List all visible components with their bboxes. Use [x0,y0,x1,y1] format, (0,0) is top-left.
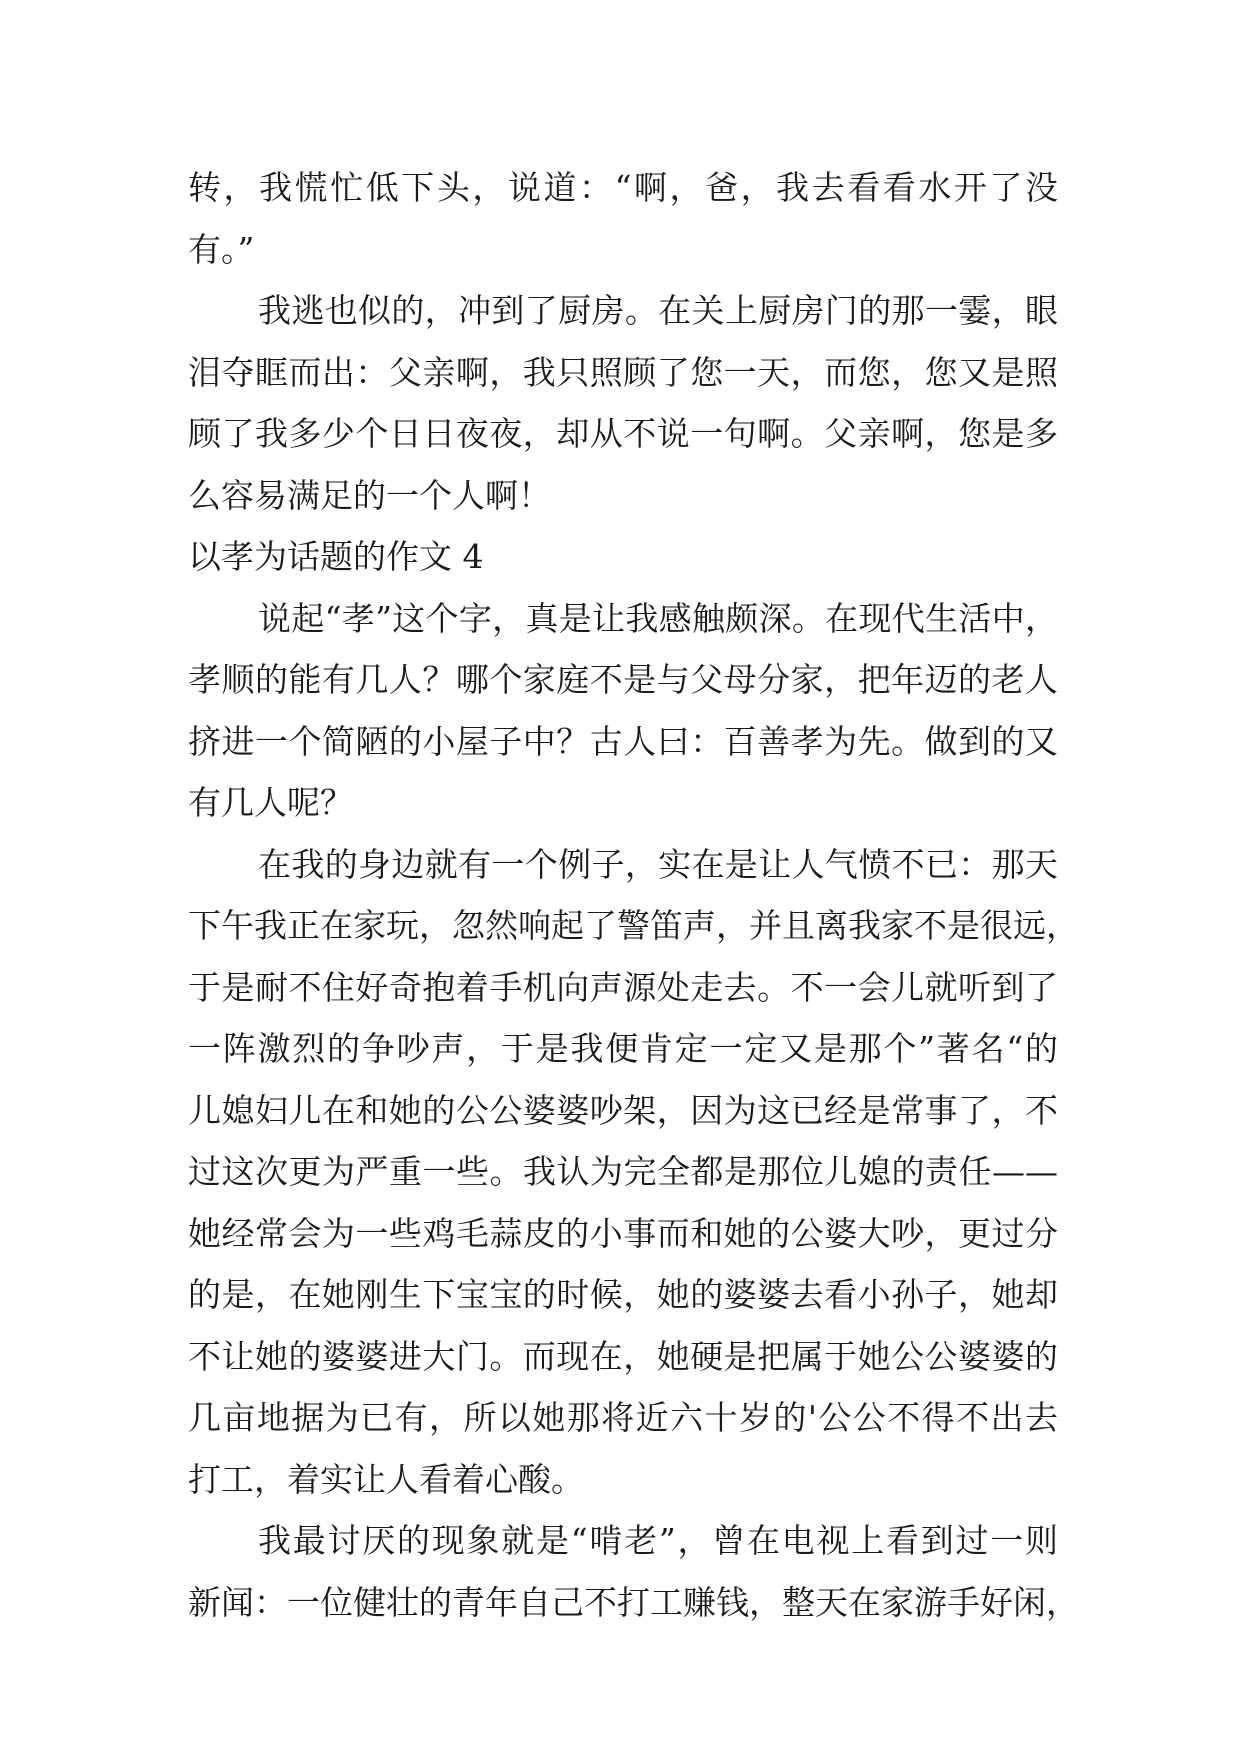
section-heading: 以孝为话题的作文 4 [188,537,484,576]
text-line: 孝顺的能有几人？哪个家庭不是与父母分家，把年迈的老人 [188,660,1058,699]
text-line: 顾了我多少个日日夜夜，却从不说一句啊。父亲啊，您是多 [188,414,1058,453]
text-line: 有几人呢？ [188,783,353,822]
text-line: 新闻：一位健壮的青年自己不打工赚钱，整天在家游手好闲， [188,1582,1079,1622]
text-line: 在我的身边就有一个例子，实在是让人气愤不已：那天 [258,844,1058,884]
text-line: 过这次更为严重一些。我认为完全都是那位儿媳的责任—— [188,1152,1058,1191]
paragraph [188,280,1058,526]
document-body [188,157,1079,1633]
text-line: 打工，着实让人看着心酸。 [188,1459,584,1499]
text-line: 下午我正在家玩，忽然响起了警笛声，并且离我家不是很远， [188,906,1079,945]
text-line: 么容易满足的一个人啊！ [188,475,551,515]
text-line: 我逃也似的，冲到了厨房。在关上厨房门的那一霎，眼 [258,291,1058,330]
paragraph [188,834,1079,1511]
text-line: 不让她的婆婆进大门。而现在，她硬是把属于她公公婆婆的 [188,1336,1058,1376]
text-line: 的是，在她刚生下宝宝的时候，她的婆婆去看小孙子，她却 [188,1275,1058,1314]
text-line: 泪夺眶而出：父亲啊，我只照顾了您一天，而您，您又是照 [188,352,1058,392]
text-line: 转，我慌忙低下头，说道：“啊，爸，我去看看水开了没 [188,168,1058,207]
text-line: 于是耐不住好奇抱着手机向声源处走去。不一会儿就听到了 [188,967,1058,1007]
text-line: 几亩地据为已有，所以她那将近六十岁的'公公不得不出去 [188,1398,1058,1437]
text-line: 说起“孝”这个字，真是让我感触颇深。在现代生活中， [258,598,1058,638]
text-line: 挤进一个简陋的小屋子中？古人曰：百善孝为先。做到的又 [188,721,1058,761]
text-line: 她经常会为一些鸡毛蒜皮的小事而和她的公婆大吵，更过分 [188,1213,1058,1253]
text-line: 我最讨厌的现象就是“啃老”，曾在电视上看到过一则 [258,1521,1058,1560]
paragraph [188,588,1058,834]
text-line: 儿媳妇儿在和她的公公婆婆吵架，因为这已经是常事了，不 [188,1090,1058,1130]
paragraph [188,157,1058,280]
text-line: 一阵激烈的争吵声，于是我便肯定一定又是那个”著名“的 [188,1029,1058,1068]
text-line: 有。” [188,229,255,269]
paragraph [188,1510,1079,1633]
